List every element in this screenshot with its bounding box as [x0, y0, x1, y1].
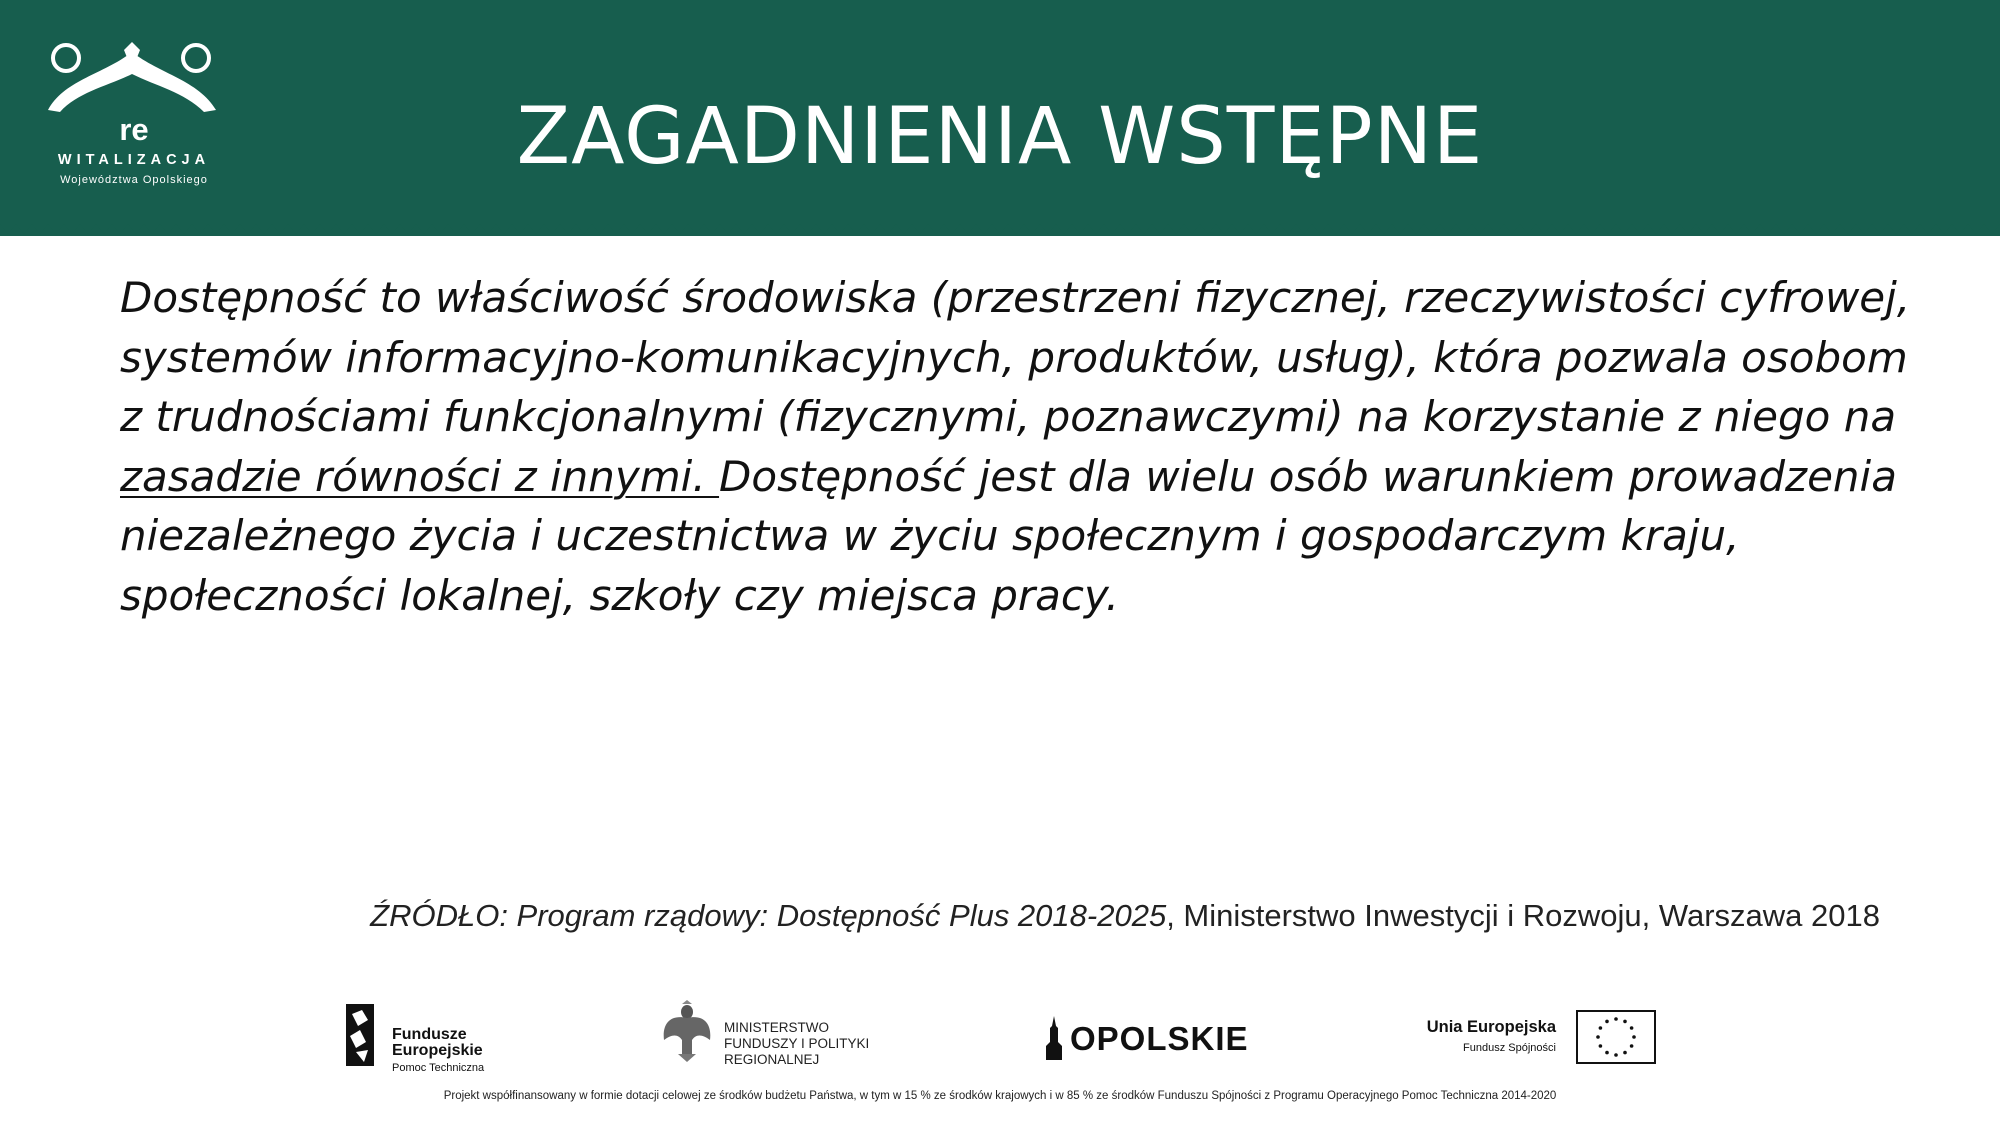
unia-line2: Fundusz Spójności: [1463, 1042, 1556, 1054]
fundusze-line3: Pomoc Techniczna: [392, 1062, 485, 1074]
ministerstwo-line1: MINISTERSTWO: [724, 1020, 829, 1035]
header-banner: [0, 0, 2000, 236]
definition-paragraph: [120, 268, 1920, 625]
paragraph-part-1: Dostępność to właściwość środowiska (przestrzeni fizycznej, rzeczywistości cyfrowej, systemów informacyjno-komunikacyjnych, produktów, usług), która pozwala osobom z trudnościami funkcjonalnymi (fizycznymi, poznawczymi) na korzystanie z niego na: [120, 273, 1911, 441]
cofinancing-footnote: Projekt współfinansowany w formie dotacji celowej ze środków budżetu Państwa, w tym w 15 % ze środków krajowych i w 85 % ze środków Funduszu Spójności z Programu Operacyjnego Pomoc Techniczna 2014-2020: [443, 1090, 1557, 1102]
opolskie-logo: [1044, 1016, 1254, 1062]
ministerstwo-logo: [660, 1000, 900, 1070]
footer-logos: [0, 990, 2000, 1090]
fundusze-europejskie-logo: [342, 1002, 502, 1074]
unia-europejska-logo: [1418, 1010, 1658, 1070]
revitalization-logo: [44, 40, 224, 200]
polish-eagle-icon: [660, 1000, 714, 1064]
slide-title: ZAGADNIENIA WSTĘPNE: [516, 92, 1484, 182]
eu-flag-icon: [1576, 1010, 1656, 1064]
paragraph-part-2: Dostępność jest dla wielu osób warunkiem prowadzenia niezależnego życia i uczestnictwa w życiu społecznym i gospodarczym kraju, społeczności lokalnej, szkoły czy miejsca pracy.: [120, 451, 1897, 620]
tower-icon: [1044, 1016, 1064, 1060]
header-zigzag-edge: [0, 220, 2000, 240]
ministerstwo-line2: FUNDUSZY I POLITYKI: [724, 1036, 870, 1051]
eu-funds-flag-icon: [342, 1002, 378, 1068]
logo-subtitle: Województwa Opolskiego: [60, 174, 208, 186]
source-regular: , Ministerstwo Inwestycji i Rozwoju, Warszawa 2018: [1166, 898, 1880, 933]
handshake-figures-icon: [44, 40, 224, 120]
source-italic: ŹRÓDŁO: Program rządowy: Dostępność Plus 2018-2025: [370, 898, 1167, 933]
opolskie-name: OPOLSKIE: [1070, 1020, 1249, 1057]
fundusze-line1: Fundusze: [392, 1026, 467, 1043]
fundusze-line2: Europejskie: [392, 1042, 483, 1059]
logo-name: WITALIZACJA: [57, 152, 211, 168]
source-citation: [370, 898, 1880, 934]
logo-mark: re: [119, 112, 149, 147]
unia-line1: Unia Europejska: [1426, 1018, 1556, 1036]
paragraph-underlined: zasadzie równości z innymi.: [120, 451, 720, 501]
ministerstwo-line3: REGIONALNEJ: [724, 1052, 820, 1067]
